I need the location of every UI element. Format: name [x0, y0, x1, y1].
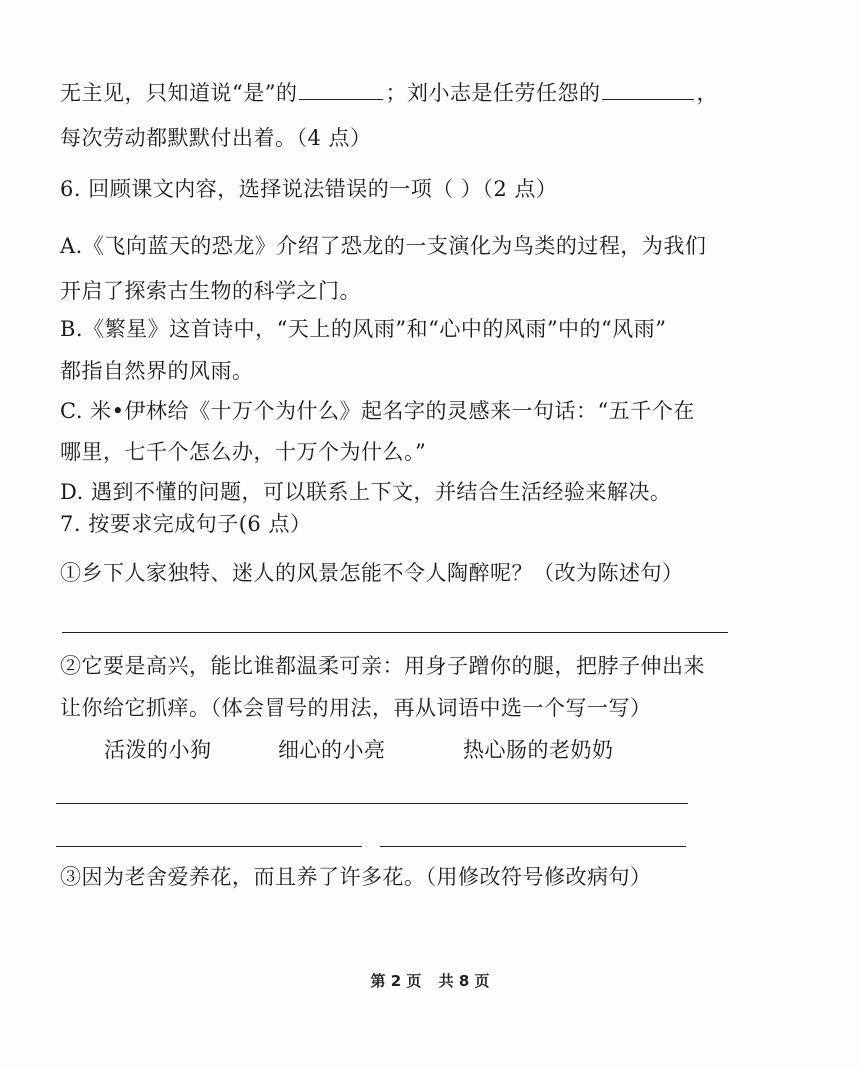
q7-item-3: ③因为老舍爱养花，而且养了许多花。（用修改符号修改病句） — [60, 865, 652, 889]
q7-prompt: 7. 按要求完成句子(6 点） — [60, 512, 312, 536]
q5-line-2: 每次劳动都默默付出着。（4 点） — [60, 126, 372, 150]
q7-item-2-line-2: 让你给它抓痒。（体会冒号的用法，再从词语中选一个写一写） — [60, 696, 652, 720]
q5-text-c: ， — [696, 81, 718, 105]
page-footer — [0, 970, 860, 991]
q7-item-2-line-1: ②它要是高兴，能比谁都温柔可亲：用身子蹭你的腿，把脖子伸出来 — [60, 654, 705, 678]
q5-line-1 — [60, 78, 718, 108]
q5-text-a: 无主见，只知道说“是”的 — [60, 81, 298, 105]
q6-option-d: D. 遇到不懂的问题，可以联系上下文，并结合生活经验来解决。 — [60, 480, 672, 504]
q7-item-2-answer-line-2a[interactable] — [56, 846, 362, 847]
q5-blank-2[interactable] — [602, 79, 694, 100]
q7-item-1: ①乡下人家独特、迷人的风景怎能不令人陶醉呢？（改为陈述句） — [60, 561, 684, 585]
q7-item-2-answer-line-1[interactable] — [56, 803, 688, 804]
page-total: 共 8 页 — [438, 972, 490, 990]
q7-word-option-2: 细心的小亮 — [278, 738, 386, 762]
q7-item-2-answer-line-2b[interactable] — [380, 846, 686, 847]
q7-item-1-answer-line[interactable] — [62, 632, 728, 633]
q7-word-option-1: 活泼的小狗 — [104, 738, 212, 762]
q6-option-c-line-1: C. 米•伊林给《十万个为什么》起名字的灵感来一句话：“五千个在 — [60, 399, 695, 423]
q5-text-b: ；刘小志是任劳任怨的 — [385, 81, 601, 105]
q6-option-a-line-2: 开启了探索古生物的科学之门。 — [60, 279, 361, 303]
q7-word-option-3: 热心肠的老奶奶 — [463, 738, 614, 762]
q6-option-c-line-2: 哪里，七千个怎么办，十万个为什么。” — [60, 440, 427, 464]
q6-option-b-line-1: B.《繁星》这首诗中，“天上的风雨”和“心中的风雨”中的“风雨” — [60, 317, 667, 341]
q5-blank-1[interactable] — [299, 79, 383, 100]
q6-option-b-line-2: 都指自然界的风雨。 — [60, 359, 254, 383]
q6-option-a-line-1: A.《飞向蓝天的恐龙》介绍了恐龙的一支演化为鸟类的过程，为我们 — [60, 234, 707, 258]
q6-prompt: 6. 回顾课文内容，选择说法错误的一项（ ）（2 点） — [60, 177, 558, 201]
page-number: 第 2 页 — [370, 972, 422, 990]
